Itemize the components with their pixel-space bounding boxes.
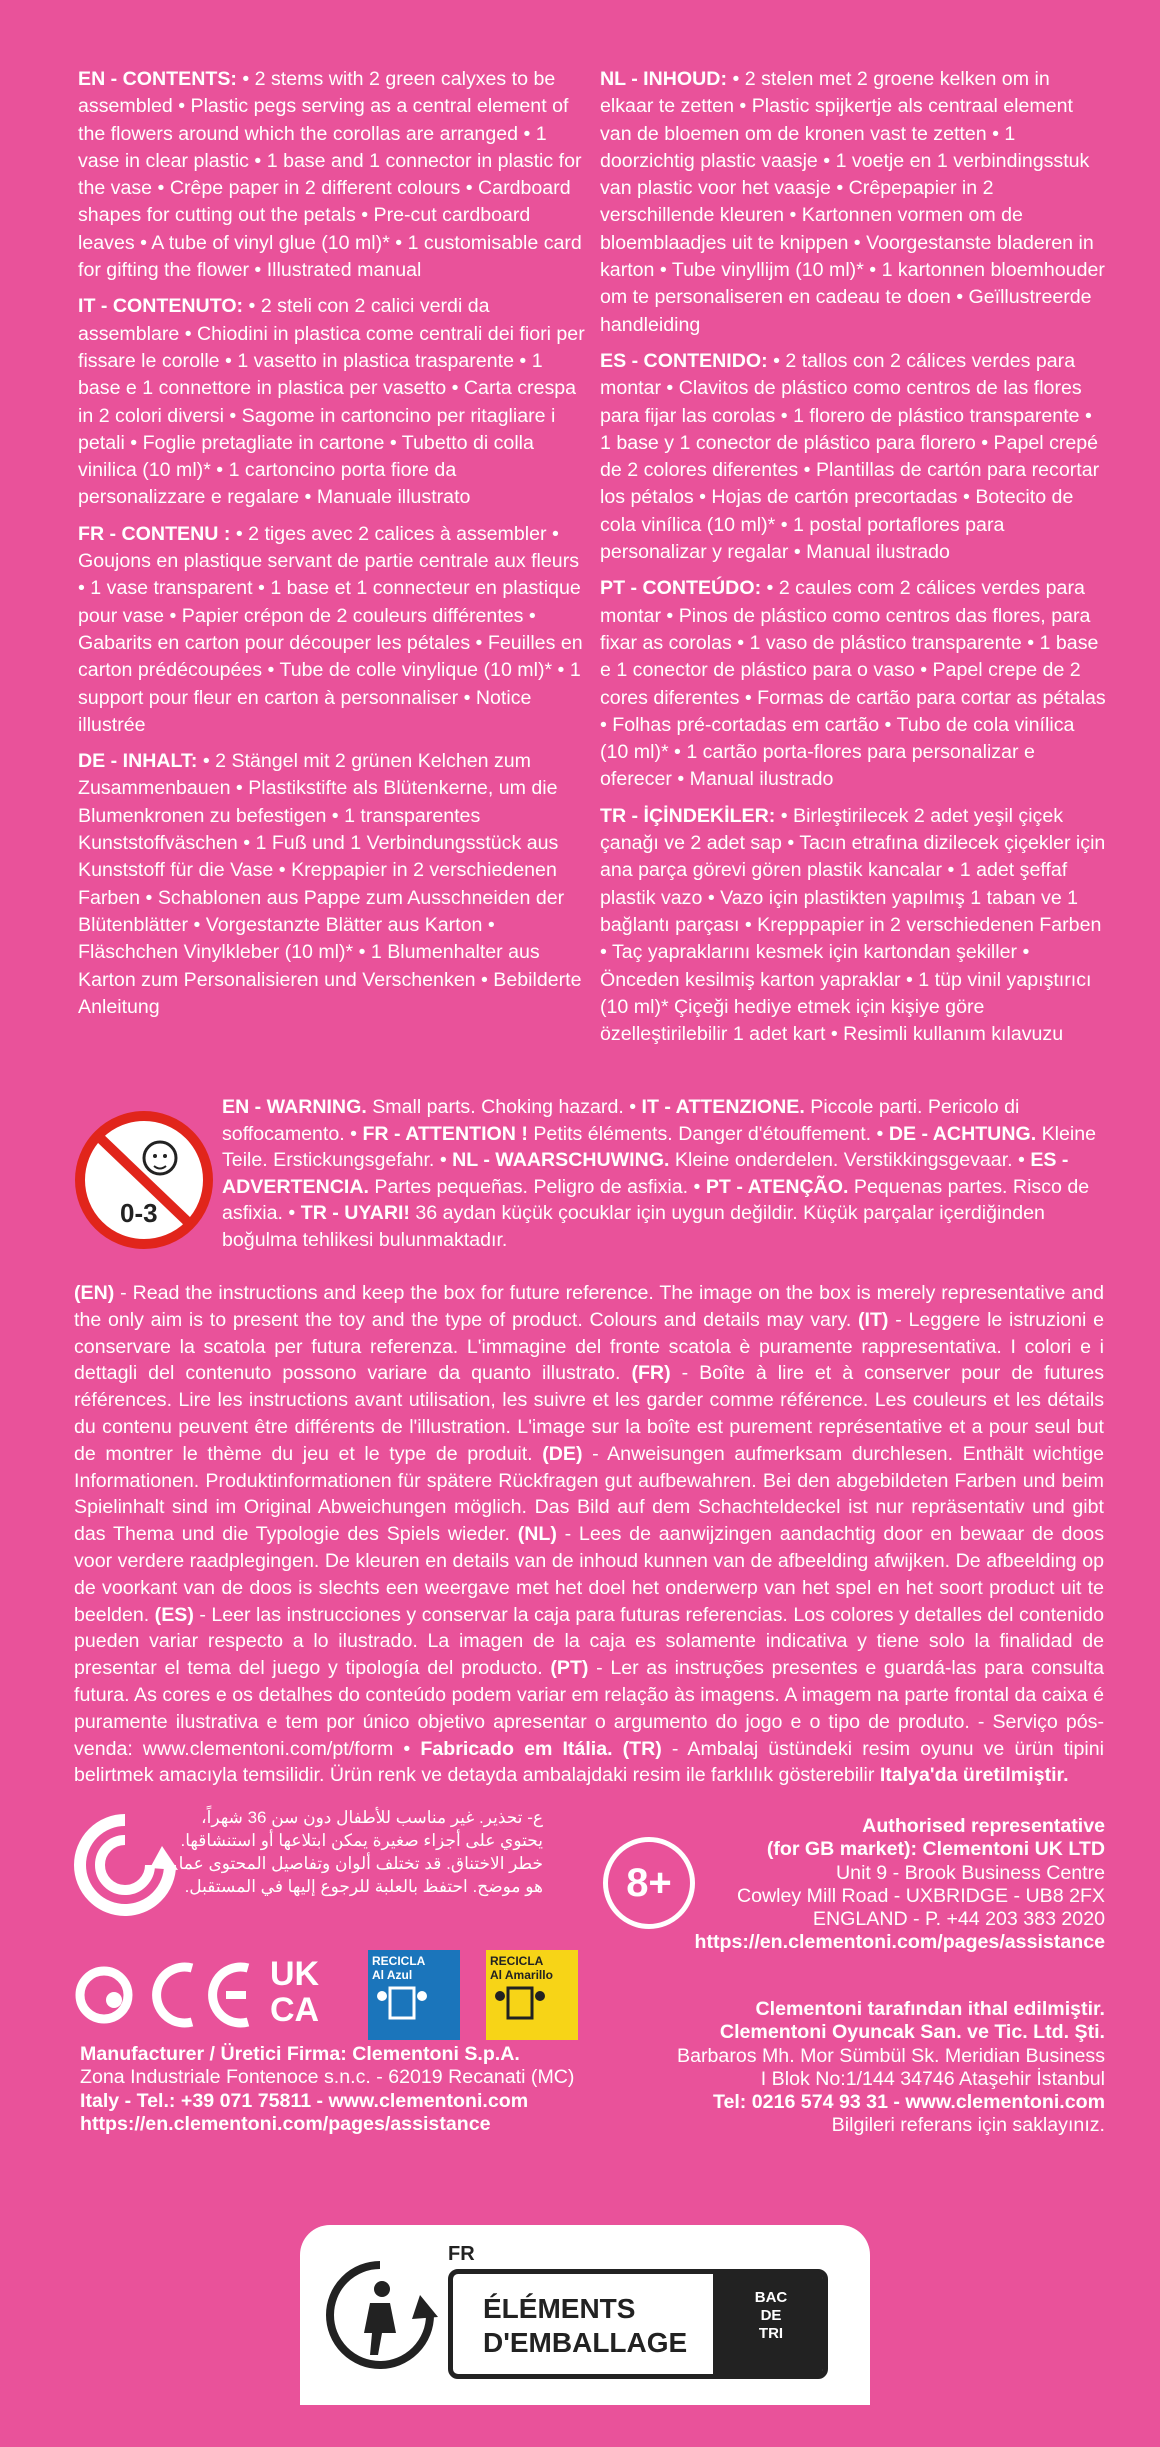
contents-en: EN - CONTENTS: • 2 stems with 2 green calyxes to be assembled • Plastic pegs serving as a central element of the flowers around which the corollas are arranged • 1 vase in clear plastic • 1 base and 1 connector in plastic for the vase • Crêpe paper in 2 different colours • Cardboard shapes for cutting out the petals • Pre-cut cardboard leaves • A tube of vinyl glue (10 ml)* • 1 customisable card for gifting the flower • Illustrated manual bbox=[78, 68, 582, 282]
uk-representative: Authorised representative (for GB market): Clementoni UK LTD Unit 9 - Brook Business Centre Cowley Mill Road - UXBRIDGE - UB8 2FX ENGLAND - P. +44 203 383 2020 https://en.clementoni.com/pages/assistance bbox=[694, 1815, 1105, 1954]
ukca-mark-icon: UK CA bbox=[270, 1955, 320, 2029]
arabic-warning: ع- تحذير. غير مناسب للأطفال دون سن 36 شهراً، يحتوي على أجزاء صغيرة يمكن ابتلاعها أو استنشاقها. خطر الاختناق. قد تختلف ألوان وتفاصيل المحتوى عما هو موضح. احتفظ بالعلبة للرجوع إليها في المستقبل. bbox=[178, 1808, 543, 1896]
recycling-symbol-icon bbox=[70, 1810, 180, 1920]
age-8-plus-badge: 8+ bbox=[603, 1837, 695, 1929]
contents-left-column bbox=[78, 66, 586, 1057]
contents-right-column bbox=[600, 66, 1108, 1057]
bin-icon: BAC DE TRI bbox=[713, 2269, 823, 2379]
triman-recycling-label bbox=[300, 2225, 870, 2405]
importer-info: Clementoni tarafından ithal edilmiştir. Clementoni Oyuncak San. ve Tic. Ltd. Şti. Barbaros Mh. Mor Sümbül Sk. Meridian Business I Blok No:1/144 34746 Ataşehir İstanbul Tel: 0216 574 93 31 - www.clementoni.com Bilgileri referans için saklayınız. bbox=[677, 1998, 1105, 2137]
contents-it: IT - CONTENUTO: • 2 steli con 2 calici verdi da assemblare • Chiodini in plastica come centrali dei fiori per fissare le corolle • 1 vasetto in plastica trasparente • 1 base e 1 connettore in plastica per vasetto • Carta crespa in 2 colori diversi • Sagome in cartoncino per ritagliare i petali • Foglie pretagliate in cartone • Tubetto di colla vinilica (10 ml)* • 1 cartoncino porta fiore da personalizzare e regalare • Manuale illustrato bbox=[78, 295, 585, 509]
svg-text:0-3: 0-3 bbox=[120, 1198, 158, 1228]
warning-text: EN - WARNING. Small parts. Choking hazard. • IT - ATTENZIONE. Piccole parti. Pericolo di soffocamento. • FR - ATTENTION ! Petits éléments. Danger d'étouffement. • DE - ACHTUNG. Kleine Teile. Erstickungsgefahr. • NL - WAARSCHUWING. Kleine onderdelen. Verstikkingsgevaar. • ES - ADVERTENCIA. Partes pequeñas. Peligro de asfixia. • PT - ATENÇÃO. Pequenas partes. Risco de asfixia. • TR - UYARI! 36 aydan küçük çocuklar için uygun değildir. Küçük parçalar içerdiğinden boğulma tehlikesi bulunmaktadır. bbox=[222, 1096, 1097, 1251]
contents-columns bbox=[78, 66, 1108, 1057]
contents-es: ES - CONTENIDO: • 2 tallos con 2 cálices verdes para montar • Clavitos de plástico como centros de las flores para fijar las corolas • 1 florero de plástico transparente • 1 base y 1 conector de plástico para florero • Papel crepé de 2 colores diferentes • Plantillas de cartón para recortar los pétalos • Hojas de cartón precortadas • Botecito de cola vinílica (10 ml)* • 1 postal portaflores para personalizar y regalar • Manual ilustrado bbox=[600, 349, 1100, 564]
contents-de: DE - INHALT: • 2 Stängel mit 2 grünen Kelchen zum Zusammenbauen • Plastikstifte als Blütenkerne, um die Blumenkronen zu befestigen • 1 transparentes Kunststoffväschen • 1 Fuß und 1 Verbindungsstück aus Kunststoff für die Vase • Kreppapier in 2 verschiedenen Farben • Schablonen aus Pappe zum Ausschneiden der Blütenblätter • Vorgestanzte Blätter aus Karton • Fläschchen Vinylkleber (10 ml)* • 1 Blumenhalter aus Karton zum Personalisieren und Verschenken • Bebilderte Anleitung bbox=[78, 750, 582, 1018]
triman-icon bbox=[320, 2255, 440, 2375]
contents-fr: FR - CONTENU : • 2 tiges avec 2 calices à assembler • Goujons en plastique servant de partie centrale aux fleurs • 1 vase transparent • 1 base et 1 connecteur en plastique pour vase • Papier crépon de 2 couleurs différentes • Gabarits en carton pour découper les pétales • Feuilles en carton prédécoupées • Tube de colle vinylique (10 ml)* • 1 support pour fleur en carton à personnaliser • Notice illustrée bbox=[78, 522, 583, 736]
recicla-azul-icon: RECICLA Al Azul bbox=[368, 1950, 460, 2040]
triman-box bbox=[448, 2269, 828, 2379]
manufacturer-info: Manufacturer / Üretici Firma: Clementoni S.p.A. Zona Industriale Fontenoce s.n.c. - 62019 Recanati (MC) Italy - Tel.: +39 071 75811 - www.clementoni.com https://en.clementoni.com/pages/assistance bbox=[80, 2043, 575, 2135]
recicla-amarillo-icon: RECICLA Al Amarillo bbox=[486, 1950, 578, 2040]
triman-text: ÉLÉMENTS D'EMBALLAGE bbox=[483, 2293, 688, 2358]
triman-country: FR bbox=[448, 2243, 475, 2265]
contents-nl: NL - INHOUD: • 2 stelen met 2 groene kelken om in elkaar te zetten • Plastic spijkertje als centraal element van de bloemen om de kronen vast te zetten • 1 doorzichtig plastic vaasje • 1 voetje en 1 verbindingsstuk van plastic voor het vaasje • Crêpepapier in 2 verschillende kleuren • Kartonnen vormen om de bloemblaadjes uit te knippen • Voorgestanste bladeren in karton • Tube vinyllijm (10 ml)* • 1 kartonnen bloemhouder om te personaliseren en cadeau te doen • Geïllustreerde handleiding bbox=[600, 68, 1105, 336]
contents-pt: PT - CONTEÚDO: • 2 caules com 2 cálices verdes para montar • Pinos de plástico como centros das flores, para fixar as corolas • 1 vaso de plástico transparente • 1 base e 1 conector de plástico para o vaso • Papel crepe de 2 cores diferentes • Formas de cartão para cortar as pétalas • Folhas pré-cortadas em cartão • Tubo de cola vinílica (10 ml)* • 1 cartão porta-flores para personalizar e oferecer • Manual ilustrado bbox=[600, 577, 1106, 791]
contents-tr: TR - İÇİNDEKİLER: • Birleştirilecek 2 adet yeşil çiçek çanağı ve 2 adet sap • Tacın etrafına dizilecek çiçekler için ana parça görevi gören plastik kancalar • 1 adet şeffaf plastik vazo • Vazo için plastikten yapılmış 1 taban ve 1 bağlantı parçası • Krepppapier in 2 verschiedenen Farben • Taç yapraklarını kesmek için kartondan şekiller • Önceden kesilmiş karton yapraklar • 1 tüp vinil yapıştırıcı (10 ml)* Çiçeği hediye etmek için kişiye göre özelleştirilebilir 1 adet kart • Resimli kullanım kılavuzu bbox=[600, 804, 1106, 1046]
clementoni-logo-icon bbox=[74, 1960, 134, 2030]
ce-mark-icon bbox=[146, 1962, 256, 2028]
certification-logos bbox=[74, 1950, 594, 2040]
choking-warning bbox=[74, 1090, 1114, 1260]
legal-notice: (EN) - Read the instructions and keep the box for future reference. The image on the box is merely representative and the only aim is to present the toy and the type of product. Colours and details may vary. (IT) - Leggere le istruzioni e conservare la scatola per futura referenza. L'immagine del fronte scatola è puramente rappresentativa. I colori e i dettagli del contenuto possono variare da quanto illustrato. (FR) - Boîte à lire et à conserver pour de futures références. Lire les instructions avant utilisation, les suivre et les garder comme référence. Les couleurs et les détails du contenu peuvent être différents de l'illustration. L'image sur la boîte est purement représentative et a pour seul but de montrer le thème du jeu et le type de produit. (DE) - Anweisungen aufmerksam durchlesen. Enthält wichtige Informationen. Produktinformationen für spätere Rückfragen gut aufbewahren. Bei den abgebildeten Farben und beim Spielinhalt sind im Original Abweichungen möglich. Das Bild auf dem Schachteldeckel ist nur repräsentativ und gibt das Thema und die Typologie des Spiels wieder. (NL) - Lees de aanwijzingen aandachtig door en bewaar de doos voor verdere raadplegingen. De kleuren en details van de inhoud kunnen van de afbeelding afwijken. De afbeelding op de voorkant van de doos is slechts een weergave met het doel het onderwerp van het spel en het soort product uit te beelden. (ES) - Leer las instrucciones y conservar la caja para futuras referencias. Los colores y detalles del contenido pueden variar respecto a lo ilustrado. La imagen de la caja es solamente indicativa y tiene solo la finalidad de presentar el tema del juego y tipología del producto. (PT) - Ler as instruções presentes e guardá-las para consulta futura. As cores e os detalhes do conteúdo podem variar em relação às imagens. A imagem na parte frontal da caixa é puramente ilustrativa e tem por único objetivo apresentar o argumento do jogo e o tipo de produto. - Serviço pós-venda: www.clementoni.com/pt/form • Fabricado em Itália. (TR) - Ambalaj üstündeki resim oyunu ve ürün tipini belirtmek amacıyla temsilidir. Ürün renk ve detayda ambalajdaki resim ile farklılık gösterebilir Italya'da üretilmiştir. bbox=[74, 1282, 1105, 1787]
age-warning-icon bbox=[74, 1110, 214, 1250]
